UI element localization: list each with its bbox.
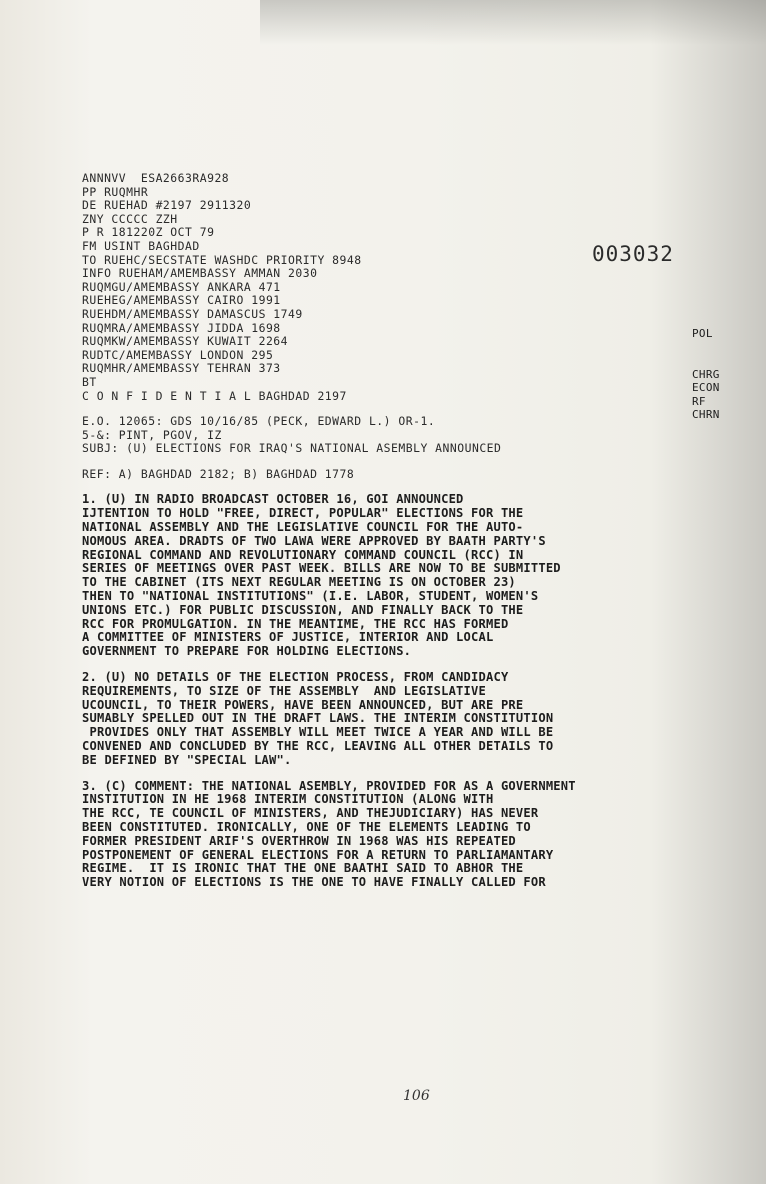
header-line: TO RUEHC/SECSTATE WASHDC PRIORITY 8948 bbox=[82, 252, 362, 267]
cable-document bbox=[82, 172, 762, 890]
header-line: RUQMHR/AMEMBASSY TEHRAN 373 bbox=[82, 361, 281, 376]
header-line: ANNNVV ESA2663RA928 bbox=[82, 171, 230, 185]
subject-line: SUBJ: (U) ELECTIONS FOR IRAQ'S NATIONAL ASEMBLY ANNOUNCED bbox=[82, 441, 502, 456]
body-line: VERY NOTION OF ELECTIONS IS THE ONE TO HAVE FINALLY CALLED FOR bbox=[82, 875, 546, 890]
header-line: RUQMKW/AMEMBASSY KUWAIT 2264 bbox=[82, 334, 289, 349]
header-line: RUQMGU/AMEMBASSY ANKARA 471 bbox=[82, 279, 281, 294]
body-line: NOMOUS AREA. DRADTS OF TWO LAWA WERE APPROVED BY BAATH PARTY'S bbox=[82, 533, 546, 548]
body-line: 2. (U) NO DETAILS OF THE ELECTION PROCESS, FROM CANDIDACY bbox=[82, 670, 509, 685]
body-line: REGIME. IT IS IRONIC THAT THE ONE BAATHI SAID TO ABHOR THE bbox=[82, 861, 524, 876]
cable-header bbox=[82, 172, 762, 403]
body-line: 1. (U) IN RADIO BROADCAST OCTOBER 16, GOI ANNOUNCED bbox=[82, 492, 464, 507]
body-line: BE DEFINED BY "SPECIAL LAW". bbox=[82, 752, 292, 767]
routing-code-pol: POL bbox=[692, 327, 713, 340]
body-line: 3. (C) COMMENT: THE NATIONAL ASEMBLY, PROVIDED FOR AS A GOVERNMENT bbox=[82, 778, 576, 793]
body-line: NATIONAL ASSEMBLY AND THE LEGISLATIVE COUNCIL FOR THE AUTO- bbox=[82, 520, 524, 535]
body-line: BEEN CONSTITUTED. IRONICALLY, ONE OF THE ELEMENTS LEADING TO bbox=[82, 820, 531, 834]
body-line: SERIES OF MEETINGS OVER PAST WEEK. BILLS ARE NOW TO BE SUBMITTED bbox=[82, 561, 561, 576]
header-line: RUEHDM/AMEMBASSY DAMASCUS 1749 bbox=[82, 306, 303, 321]
tags-line: 5-&: PINT, PGOV, IZ bbox=[82, 427, 222, 442]
reference bbox=[82, 468, 762, 482]
routing-code: CHRG bbox=[692, 367, 720, 381]
header-line: RUDTC/AMEMBASSY LONDON 295 bbox=[82, 347, 274, 362]
header-line: FM USINT BAGHDAD bbox=[82, 238, 200, 253]
header-line: RUEHEG/AMEMBASSY CAIRO 1991 bbox=[82, 293, 281, 308]
body-line: THE RCC, TE COUNCIL OF MINISTERS, AND THEJUDICIARY) HAS NEVER bbox=[82, 806, 539, 821]
body-line: REGIONAL COMMAND AND REVOLUTIONARY COMMAND COUNCIL (RCC) IN bbox=[82, 547, 524, 562]
paragraph-1 bbox=[82, 493, 762, 659]
body-line: TO THE CABINET (ITS NEXT REGULAR MEETING IS ON OCTOBER 23) bbox=[82, 575, 516, 590]
body-line: IJTENTION TO HOLD "FREE, DIRECT, POPULAR" ELECTIONS FOR THE bbox=[82, 506, 524, 521]
body-line: INSTITUTION IN HE 1968 INTERIM CONSTITUTION (ALONG WITH bbox=[82, 792, 494, 807]
classification-line: C O N F I D E N T I A L BAGHDAD 2197 bbox=[82, 388, 347, 403]
header-line: RUQMRA/AMEMBASSY JIDDA 1698 bbox=[82, 320, 281, 335]
paragraph-2 bbox=[82, 671, 762, 768]
body-line: UNIONS ETC.) FOR PUBLIC DISCUSSION, AND FINALLY BACK TO THE bbox=[82, 602, 524, 617]
body-line: CONVENED AND CONCLUDED BY THE RCC, LEAVING ALL OTHER DETAILS TO bbox=[82, 739, 554, 754]
header-line: DE RUEHAD #2197 2911320 bbox=[82, 198, 252, 213]
page-shadow bbox=[260, 0, 766, 45]
body-line: GOVERNMENT TO PREPARE FOR HOLDING ELECTIONS. bbox=[82, 644, 412, 659]
body-line: SUMABLY SPELLED OUT IN THE DRAFT LAWS. THE INTERIM CONSTITUTION bbox=[82, 711, 554, 726]
body-line: UCOUNCIL, TO THEIR POWERS, HAVE BEEN ANNOUNCED, BUT ARE PRE bbox=[82, 697, 524, 712]
header-line: PP RUQMHR bbox=[82, 184, 149, 199]
routing-code: RF bbox=[692, 394, 706, 408]
routing-code: ECON bbox=[692, 381, 720, 395]
body-line: THEN TO "NATIONAL INSTITUTIONS" (I.E. LABOR, STUDENT, WOMEN'S bbox=[82, 589, 539, 604]
header-line: P R 181220Z OCT 79 bbox=[82, 225, 215, 240]
document-number-stamp: 003032 bbox=[592, 242, 674, 266]
page-number: 106 bbox=[403, 1088, 430, 1104]
body-line: POSTPONEMENT OF GENERAL ELECTIONS FOR A RETURN TO PARLIAMANTARY bbox=[82, 847, 554, 862]
paragraph-3 bbox=[82, 780, 762, 890]
body-line: A COMMITTEE OF MINISTERS OF JUSTICE, INTERIOR AND LOCAL bbox=[82, 630, 494, 645]
ref-line: REF: A) BAGHDAD 2182; B) BAGHDAD 1778 bbox=[82, 466, 355, 481]
body-line: PROVIDES ONLY THAT ASSEMBLY WILL MEET TWICE A YEAR AND WILL BE bbox=[82, 725, 554, 740]
header-line: ZNY CCCCC ZZH bbox=[82, 211, 178, 226]
eo-line: E.O. 12065: GDS 10/16/85 (PECK, EDWARD L.) OR-1. bbox=[82, 414, 436, 429]
body-line: REQUIREMENTS, TO SIZE OF THE ASSEMBLY AND LEGISLATIVE bbox=[82, 683, 486, 698]
routing-code: CHRN bbox=[692, 408, 720, 422]
header-line: BT bbox=[82, 374, 97, 389]
cable-meta bbox=[82, 415, 762, 456]
body-line: RCC FOR PROMULGATION. IN THE MEANTIME, THE RCC HAS FORMED bbox=[82, 616, 509, 631]
header-line: INFO RUEHAM/AMEMBASSY AMMAN 2030 bbox=[82, 266, 318, 281]
body-line: FORMER PRESIDENT ARIF'S OVERTHROW IN 1968 WAS HIS REPEATED bbox=[82, 833, 516, 848]
